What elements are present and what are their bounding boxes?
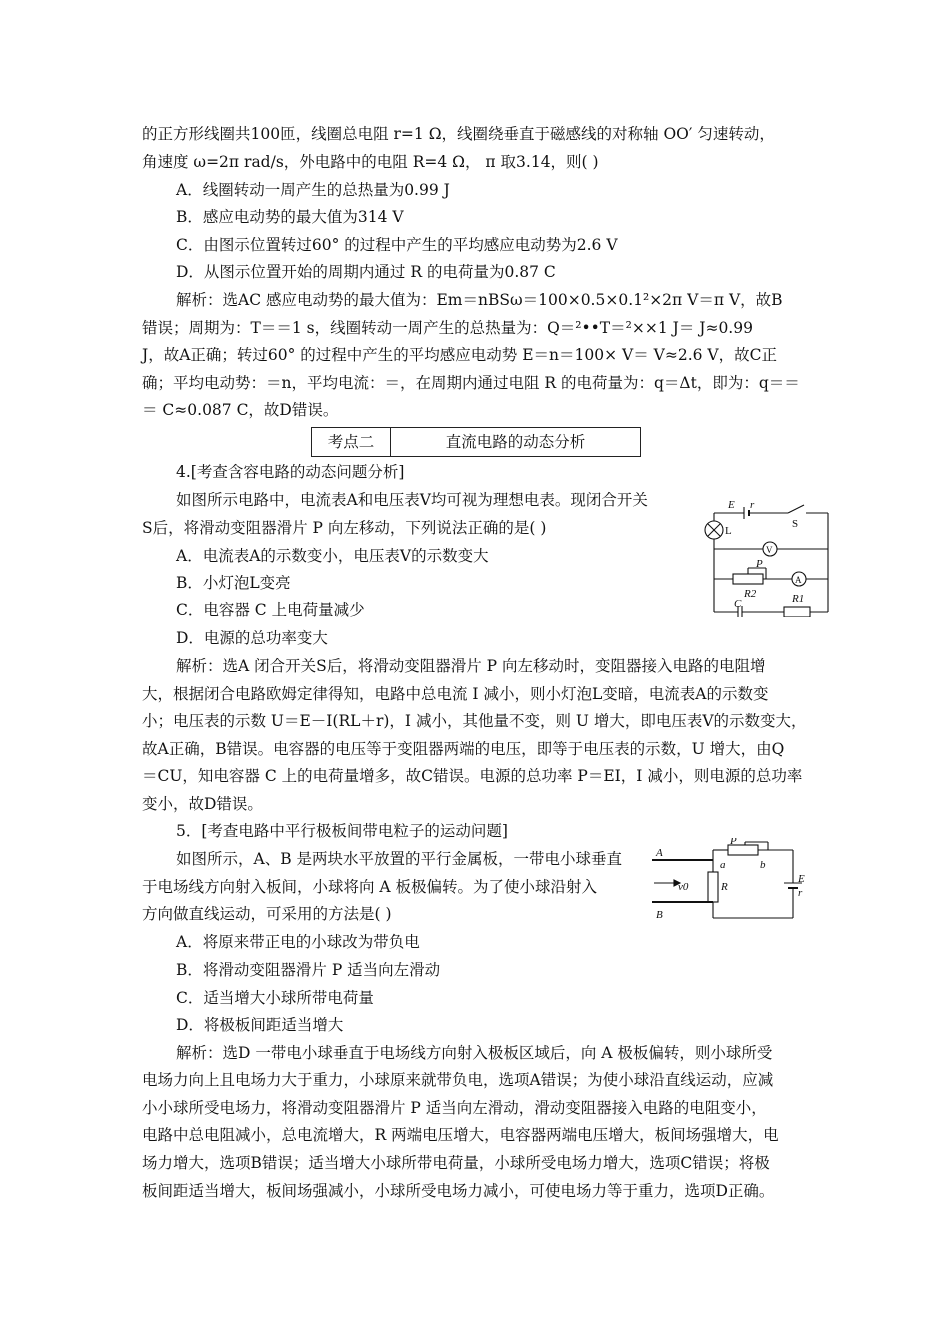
option-line: B．感应电动势的最大值为314 V bbox=[176, 208, 404, 226]
solution-line: 故A正确，B错误。电容器的电压等于变阻器两端的电压，即等于电压表的示数，U 增大，由Q bbox=[142, 740, 785, 758]
fig1-label: R1 bbox=[792, 593, 805, 605]
solution-line: 电路中总电阻减小，总电流增大，R 两端电压增大，电容器两端电压增大，板间场强增大，电 bbox=[142, 1126, 779, 1144]
fig1-label: V bbox=[766, 545, 773, 555]
solution-line: 电场力向上且电场力大于重力，小球原来就带负电，选项A错误；为使小球沿直线运动，应减 bbox=[142, 1071, 774, 1089]
text-line: 角速度 ω=2π rad/s，外电路中的电阻 R=4 Ω， π 取3.14，则( ) bbox=[142, 153, 599, 171]
option-line: D．将极板间距适当增大 bbox=[176, 1016, 344, 1034]
question-line: 方向做直线运动，可采用的方法是( ) bbox=[142, 905, 392, 923]
fig1-label: R2 bbox=[744, 588, 757, 600]
fig2-label: E bbox=[798, 873, 805, 885]
circuit-diagram-2 bbox=[648, 838, 820, 926]
solution-line: 解析：选AC 感应电动势的最大值为：Em＝nBSω＝100×0.5×0.1²×2π V＝π V，故B bbox=[176, 291, 783, 309]
fig2-label: P bbox=[730, 838, 737, 847]
option-line: C．适当增大小球所带电荷量 bbox=[176, 989, 374, 1007]
option-line: B．小灯泡L变亮 bbox=[176, 574, 291, 592]
option-line: A．线圈转动一周产生的总热量为0.99 J bbox=[176, 181, 450, 199]
solution-line: 大，根据闭合电路欧姆定律得知，电路中总电流 I 减小，则小灯泡L变暗，电流表A的示数变 bbox=[142, 685, 769, 703]
section-label: 考点二 bbox=[312, 428, 391, 456]
option-line: C．电容器 C 上电荷量减少 bbox=[176, 601, 365, 619]
fig2-label: A bbox=[656, 847, 663, 859]
fig2-label: B bbox=[656, 909, 663, 921]
question-heading: 5．[考查电路中平行极板间带电粒子的运动问题] bbox=[176, 822, 508, 840]
solution-line: 错误；周期为：T＝＝1 s，线圈转动一周产生的总热量为：Q＝²••T＝²××1 J＝ J≈0.99 bbox=[142, 319, 753, 337]
fig1-label: E bbox=[728, 499, 735, 511]
text-line: 的正方形线圈共100匝，线圈总电阻 r=1 Ω，线圈绕垂直于磁感线的对称轴 OO′ 匀速转动， bbox=[142, 125, 775, 143]
fig2-label: v0 bbox=[678, 881, 689, 893]
question-line: 如图所示，A、B 是两块水平放置的平行金属板，一带电小球垂直 bbox=[176, 850, 623, 868]
fig1-label: C bbox=[734, 598, 742, 610]
fig1-label: P bbox=[756, 558, 763, 570]
question-line: S后，将滑动变阻器滑片 P 向左移动，下列说法正确的是( ) bbox=[142, 519, 547, 537]
fig1-label: S bbox=[792, 518, 799, 530]
option-line: A．电流表A的示数变小，电压表V的示数变大 bbox=[176, 547, 489, 565]
question-line: 如图所示电路中，电流表A和电压表V均可视为理想电表。现闭合开关 bbox=[176, 491, 648, 509]
solution-line: 确；平均电动势：＝n，平均电流：＝，在周期内通过电阻 R 的电荷量为：q＝Δt，即为：q＝＝ bbox=[142, 374, 800, 392]
fig1-label: r bbox=[750, 499, 755, 511]
fig2-label: a bbox=[720, 859, 726, 871]
solution-line: ＝CU，知电容器 C 上的电荷量增多，故C错误。电源的总功率 P＝EI，I 减小，则电源的总功率 bbox=[142, 767, 803, 785]
circuit-diagram-1 bbox=[700, 495, 840, 617]
option-line: C．由图示位置转过60° 的过程中产生的平均感应电动势为2.6 V bbox=[176, 236, 618, 254]
solution-line: 小；电压表的示数 U＝E－I(RL＋r)，I 减小，其他量不变，则 U 增大，即电压表V的示数变大， bbox=[142, 712, 807, 730]
solution-line: 场力增大，选项B错误；适当增大小球所带电荷量，小球所受电场力增大，选项C错误；将极 bbox=[142, 1154, 770, 1172]
option-line: D．从图示位置开始的周期内通过 R 的电荷量为0.87 C bbox=[176, 263, 556, 281]
solution-line: 解析：选D 一带电小球垂直于电场线方向射入极板区域后，向 A 极板偏转，则小球所受 bbox=[176, 1044, 773, 1062]
question-heading: 4.[考查含容电路的动态问题分析] bbox=[176, 463, 405, 481]
solution-line: ＝ C≈0.087 C，故D错误。 bbox=[142, 401, 339, 419]
option-line: D．电源的总功率变大 bbox=[176, 629, 328, 647]
solution-line: J，故A正确；转过60° 的过程中产生的平均感应电动势 E＝n＝100× V＝ V≈2.6 V，故C正 bbox=[142, 346, 777, 364]
option-line: A．将原来带正电的小球改为带负电 bbox=[176, 933, 420, 951]
fig2-label: R bbox=[721, 881, 728, 893]
solution-line: 解析：选A 闭合开关S后，将滑动变阻器滑片 P 向左移动时，变阻器接入电路的电阻增 bbox=[176, 657, 766, 675]
fig1-label: A bbox=[795, 575, 802, 585]
fig1-label: L bbox=[725, 525, 732, 537]
section-title: 直流电路的动态分析 bbox=[445, 433, 586, 451]
question-line: 于电场线方向射入板间，小球将向 A 板极偏转。为了使小球沿射入 bbox=[142, 878, 598, 896]
fig2-label: r bbox=[798, 887, 803, 899]
solution-line: 变小，故D错误。 bbox=[142, 795, 263, 813]
solution-line: 小小球所受电场力，将滑动变阻器滑片 P 适当向左滑动，滑动变阻器接入电路的电阻变小， bbox=[142, 1099, 767, 1117]
fig2-label: b bbox=[760, 859, 766, 871]
option-line: B．将滑动变阻器滑片 P 适当向左滑动 bbox=[176, 961, 441, 979]
section-header-box bbox=[311, 427, 641, 457]
solution-line: 板间距适当增大，板间场强减小，小球所受电场力减小，可使电场力等于重力，选项D正确。 bbox=[142, 1182, 775, 1200]
